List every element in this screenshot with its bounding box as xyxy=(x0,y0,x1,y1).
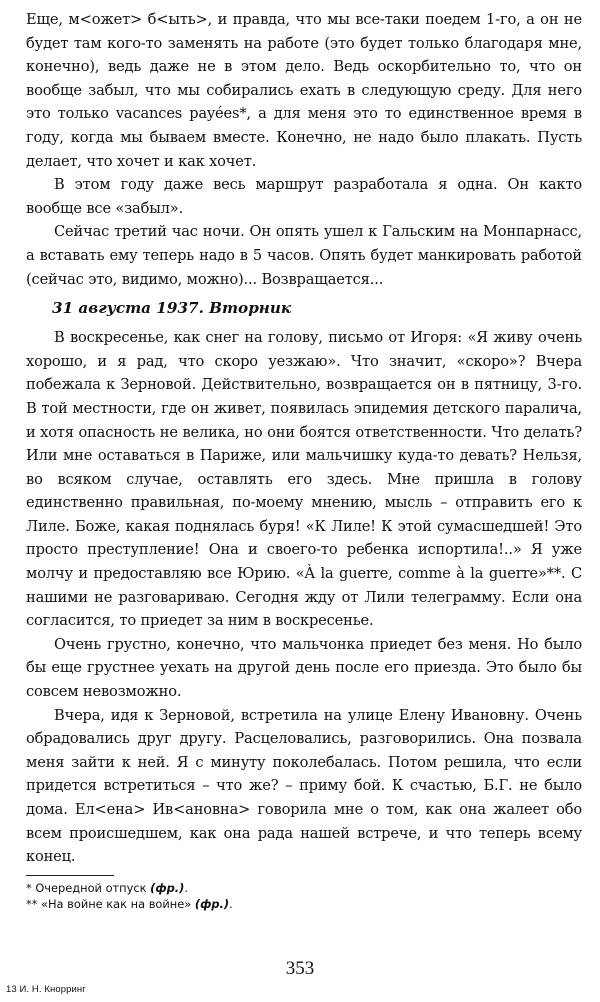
paragraph: Еще, м<ожет> б<ыть>, и правда, что мы все-таки поедем 1-го, а он не будет там кого-то заменять на работе (это будет только благодаря мне, конечно), ведь даже не в этом дело. Ведь оскорбительно то, что он вообще забыл, что мы собирались ехать в следующую среду. Для него это только vacances payées*, а для меня это то единственное время в году, когда мы бываем вместе. Конечно, не надо было плакать. Пусть делает, что хочет и как хочет. xyxy=(26,11,582,170)
paragraph: В воскресенье, как снег на голову, письмо от Игоря: «Я живу очень хорошо, и я рад, что скоро уезжаю». Что значит, «скоро»? Вчера побежала к Зерновой. Действительно, возвращается он в пятницу, 3-го. В той местности, где он живет, появилась эпидемия детского паралича, и хотя опасность не велика, но они боятся ответственности. Что делать? Или мне оставаться в Париже, или мальчишку куда-то девать? Нельзя, во всяком случае, оставлять его здесь. Мне пришла в голову единственно правильная, по-моему мнению, мысль – отправить его к Лиле. Боже, какая поднялась буря! «К Лиле! К этой сумасшедшей! Это просто преступление! Она и своего-то ребенка испортила!..» Я уже молчу и предоставляю все Юрию. «À la guerre, comme à la guerre»**. С нашими не разговариваю. Сегодня жду от Лили телеграмму. Если она согласится, то приедет за ним в воскресенье. xyxy=(26,329,582,630)
footnote-divider xyxy=(26,875,114,876)
paragraph: В этом году даже весь маршрут разработала я одна. Он както вообще все «забыл». xyxy=(26,176,582,217)
paragraph: Вчера, идя к Зерновой, встретила на улице Елену Ивановну. Очень обрадовались друг другу. Расцеловались, разговорились. Она позвала меня зайти к ней. Я с минуту поколебалась. Потом решила, что если придется встретиться – что же? – приму бой. К счастью, Б.Г. не было дома. Ел<ена> Ив<ановна> говорила мне о том, как она жалеет обо всем происшедшем, как она рада нашей встрече, и что теперь всему конец. xyxy=(26,706,582,866)
paragraph: Очень грустно, конечно, что мальчонка приедет без меня. Но было бы еще грустнее уехать на другой день после его приезда. Это было бы совсем невозможно. xyxy=(26,635,582,701)
page-number: 353 xyxy=(285,958,315,979)
footnote: ** «На войне как на войне» (фр.). xyxy=(26,896,233,911)
page-body xyxy=(26,8,582,912)
footnote: * Очередной отпуск (фр.). xyxy=(26,880,188,895)
printer-signature: 13 И. Н. Кнорринг xyxy=(6,984,86,995)
paragraph: Сейчас третий час ночи. Он опять ушел к Гальским на Монпарнасс, а вставать ему теперь надо в 5 часов. Опять будет манкировать работой (сейчас это, видимо, можно)... Возвращается... xyxy=(26,223,582,288)
entry-date-heading: 31 августа 1937. Вторник xyxy=(52,299,292,318)
